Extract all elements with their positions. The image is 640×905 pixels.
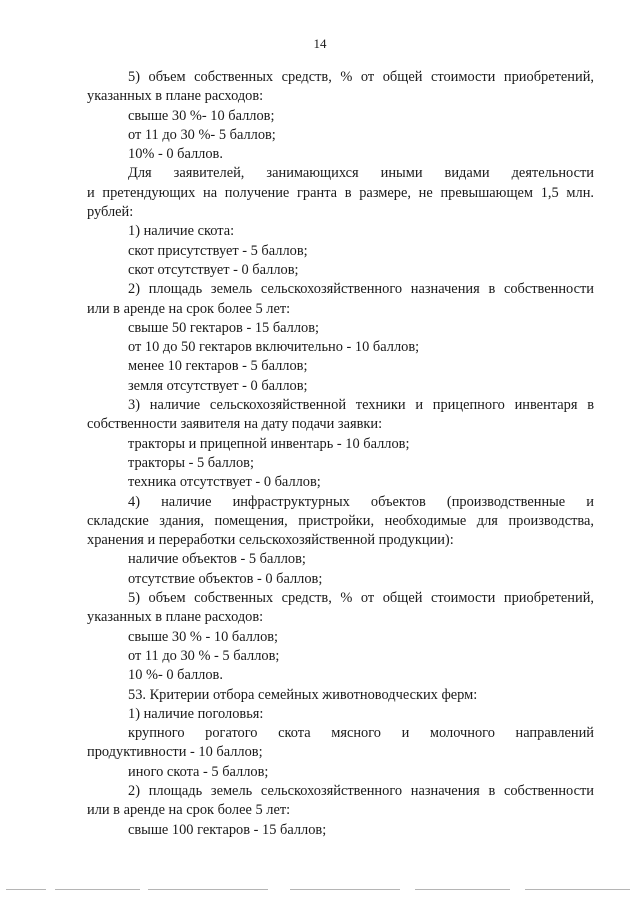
list-item: техника отсутствует - 0 баллов; xyxy=(128,474,321,491)
section-heading: 53. Критерии отбора семейных животноводческих ферм: xyxy=(128,686,478,703)
list-item: иного скота - 5 баллов; xyxy=(128,763,269,780)
document-body xyxy=(87,68,594,840)
paragraph: 3) наличие сельскохозяйственной техники и прицепного инвентаря в xyxy=(128,397,594,414)
paragraph-continuation: указанных в плане расходов: xyxy=(87,609,264,626)
paragraph: 5) объем собственных средств, % от общей стоимости приобретений, xyxy=(128,590,594,607)
scan-artifact-line xyxy=(6,889,46,890)
paragraph-continuation: собственности заявителя на дату подачи заявки: xyxy=(87,416,383,433)
scan-artifact-line xyxy=(55,889,140,890)
list-item: тракторы и прицепной инвентарь - 10 баллов; xyxy=(128,435,410,452)
list-item: отсутствие объектов - 0 баллов; xyxy=(128,570,323,587)
list-item: свыше 30 %- 10 баллов; xyxy=(128,107,275,124)
paragraph-continuation: или в аренде на срок более 5 лет: xyxy=(87,802,291,819)
paragraph-continuation: продуктивности - 10 баллов; xyxy=(87,744,263,761)
scan-artifact-line xyxy=(148,889,268,890)
paragraph: 4) наличие инфраструктурных объектов (производственные и xyxy=(128,493,594,510)
paragraph-continuation: хранения и переработки сельскохозяйственной продукции): xyxy=(87,532,454,549)
list-item: 1) наличие поголовья: xyxy=(128,705,264,722)
list-item: 10% - 0 баллов. xyxy=(128,146,223,163)
paragraph-continuation: рублей: xyxy=(87,204,134,221)
page-number: 14 xyxy=(313,36,327,51)
paragraph: 2) площадь земель сельскохозяйственного назначения в собственности xyxy=(128,782,594,799)
list-item: свыше 30 % - 10 баллов; xyxy=(128,628,279,645)
scan-artifact-line xyxy=(525,889,630,890)
list-item: от 10 до 50 гектаров включительно - 10 баллов; xyxy=(128,339,420,356)
scan-artifact-line xyxy=(415,889,510,890)
list-item: тракторы - 5 баллов; xyxy=(128,454,254,471)
list-item: от 11 до 30 %- 5 баллов; xyxy=(128,126,276,143)
paragraph-continuation: указанных в плане расходов: xyxy=(87,88,264,105)
list-item: наличие объектов - 5 баллов; xyxy=(128,551,306,568)
list-item: свыше 50 гектаров - 15 баллов; xyxy=(128,319,320,336)
list-item: свыше 100 гектаров - 15 баллов; xyxy=(128,821,327,838)
list-item: 10 %- 0 баллов. xyxy=(128,667,223,684)
paragraph: крупного рогатого скота мясного и молочного направлений xyxy=(128,725,594,742)
list-item: от 11 до 30 % - 5 баллов; xyxy=(128,647,280,664)
list-item: скот отсутствует - 0 баллов; xyxy=(128,261,299,278)
list-item: земля отсутствует - 0 баллов; xyxy=(128,377,308,394)
paragraph-continuation: или в аренде на срок более 5 лет: xyxy=(87,300,291,317)
paragraph: 5) объем собственных средств, % от общей стоимости приобретений, xyxy=(128,69,594,85)
list-item: 1) наличие скота: xyxy=(128,223,235,240)
list-item: скот присутствует - 5 баллов; xyxy=(128,242,308,259)
list-item: менее 10 гектаров - 5 баллов; xyxy=(128,358,308,375)
paragraph: 2) площадь земель сельскохозяйственного назначения в собственности xyxy=(128,281,594,298)
paragraph-continuation: складские здания, помещения, пристройки, необходимые для производства, xyxy=(87,512,594,529)
paragraph: Для заявителей, занимающихся иными видами деятельности xyxy=(128,165,594,182)
paragraph-continuation: и претендующих на получение гранта в размере, не превышающем 1,5 млн. xyxy=(87,184,594,201)
scan-artifact-line xyxy=(290,889,400,890)
